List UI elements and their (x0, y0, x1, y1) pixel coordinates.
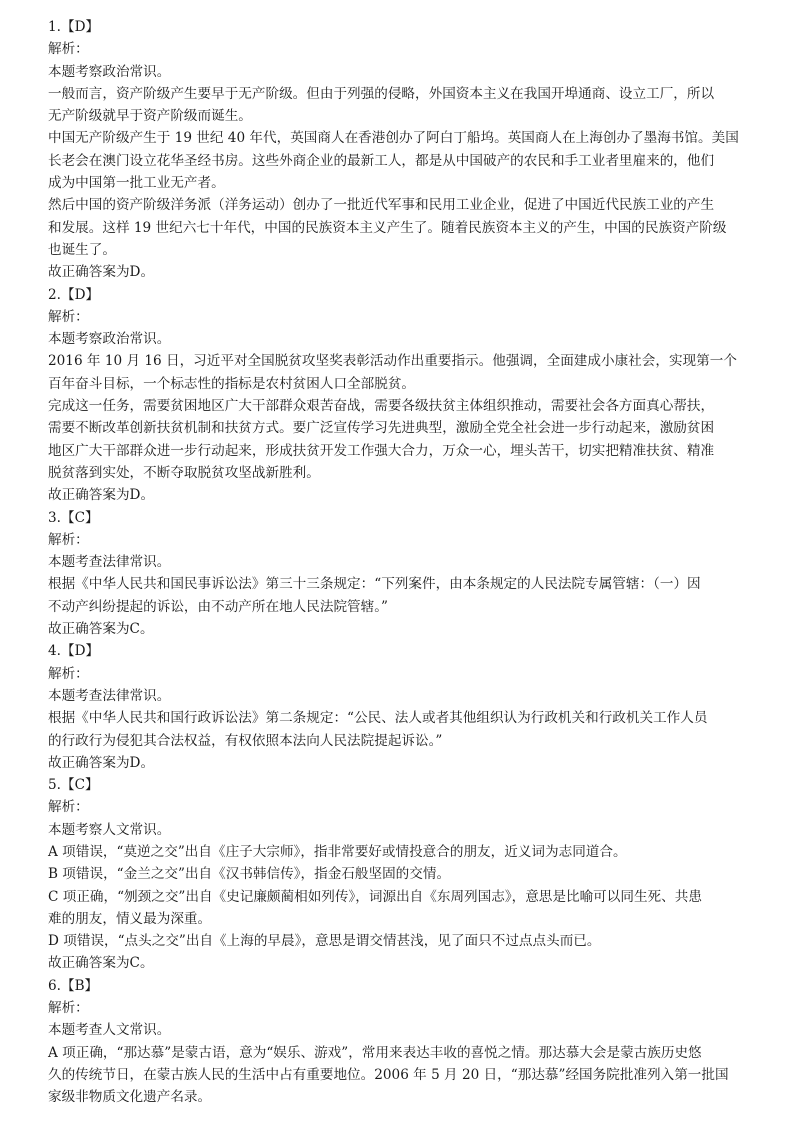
text-line: 难的朋友，情义最为深重。 (48, 910, 212, 927)
text-line: 久的传统节日，在蒙古族人民的生活中占有重要地位。2006 年 5 月 20 日，“那达慕”经国务院批准列入第一批国 (48, 1066, 729, 1083)
text-line: 中国无产阶级产生于 19 世纪 40 年代，英国商人在香港创办了阿白丁船坞。英国商人在上海创办了墨海书馆。美国 (48, 130, 739, 147)
question-answer-heading: 1.【D】 (48, 19, 100, 35)
question-block (48, 507, 752, 641)
explanation-paragraph (48, 841, 752, 863)
explanation-paragraph (48, 350, 752, 395)
analysis-label: 解析： (48, 308, 89, 325)
explanation-paragraph (48, 930, 752, 952)
text-line: 然后中国的资产阶级洋务派（洋务运动）创办了一批近代军事和民用工业企业，促进了中国近代民族工业的产生 (48, 197, 715, 214)
text-line: 根据《中华人民共和国行政诉讼法》第二条规定：“公民、法人或者其他组织认为行政机关和行政机关工作人员 (48, 710, 708, 727)
answer-conclusion: 故正确答案为D。 (48, 754, 155, 771)
explanation-paragraph (48, 127, 752, 194)
question-answer-heading: 5.【C】 (48, 777, 99, 794)
topic-line: 本题考查人文常识。 (48, 1022, 171, 1039)
explanation-paragraph (48, 886, 752, 931)
text-line: 家级非物质文化遗产名录。 (48, 1089, 212, 1106)
text-line: 脱贫落到实处，不断夺取脱贫攻坚战新胜利。 (48, 464, 320, 481)
text-line: D 项错误，“点头之交”出自《上海的早晨》，意思是谓交情甚浅，见了面只不过点点头而已。 (48, 933, 601, 950)
analysis-label: 解析： (48, 665, 89, 682)
explanation-paragraph (48, 863, 752, 885)
text-line: 完成这一任务，需要贫困地区广大干部群众艰苦奋战，需要各级扶贫主体组织推动，需要社会各方面真心帮扶， (48, 398, 715, 415)
analysis-label: 解析： (48, 799, 89, 816)
topic-line: 本题考察政治常识。 (48, 331, 171, 348)
explanation-paragraph (48, 707, 752, 752)
question-answer-heading: 6.【B】 (48, 977, 99, 994)
analysis-label: 解析： (48, 1000, 89, 1017)
text-line: A 项错误，“莫逆之交”出自《庄子大宗师》，指非常要好或情投意合的朋友，近义词为志同道合。 (48, 843, 627, 860)
text-line: 的行政行为侵犯其合法权益，有权依照本法向人民法院提起诉讼。” (48, 732, 443, 749)
text-line: 需要不断改革创新扶贫机制和扶贫方式。要广泛宣传学习先进典型，激励全党全社会进一步行动起来，激励贫困 (48, 420, 715, 437)
question-block (48, 640, 752, 774)
analysis-label: 解析： (48, 41, 89, 58)
text-line: 无产阶级就早于资产阶级而诞生。 (48, 108, 252, 125)
question-answer-heading: 2.【D】 (48, 286, 100, 303)
question-block (48, 975, 752, 1109)
answer-conclusion: 故正确答案为C。 (48, 621, 154, 638)
text-line: 地区广大干部群众进一步行动起来，形成扶贫开发工作强大合力，万众一心，埋头苦干，切实把精准扶贫、精准 (48, 442, 715, 459)
text-line: 成为中国第一批工业无产者。 (48, 175, 225, 192)
answer-conclusion: 故正确答案为C。 (48, 955, 154, 972)
analysis-label: 解析： (48, 531, 89, 548)
explanation-paragraph (48, 83, 752, 128)
text-line: 一般而言，资产阶级产生要早于无产阶级。但由于列强的侵略，外国资本主义在我国开埠通商、设立工厂，所以 (48, 85, 715, 102)
text-line: 长老会在澳门设立花华圣经书房。这些外商企业的最新工人，都是从中国破产的农民和手工业者里雇来的，他们 (48, 152, 715, 169)
explanation-paragraph (48, 395, 752, 484)
question-block (48, 284, 752, 507)
explanation-paragraph (48, 573, 752, 618)
explanation-paragraph (48, 1042, 752, 1109)
text-line: 也诞生了。 (48, 241, 116, 258)
text-line: 不动产纠纷提起的诉讼，由不动产所在地人民法院管辖。” (48, 598, 388, 615)
topic-line: 本题考察人文常识。 (48, 821, 171, 838)
text-line: B 项错误，“金兰之交”出自《汉书韩信传》，指金石般坚固的交情。 (48, 866, 451, 883)
text-line: 2016 年 10 月 16 日，习近平对全国脱贫攻坚奖表彰活动作出重要指示。他强调，全面建成小康社会，实现第一个 (48, 353, 737, 370)
question-block (48, 16, 752, 284)
text-line: 根据《中华人民共和国民事诉讼法》第三十三条规定：“下列案件，由本条规定的人民法院专属管辖：（一）因 (48, 576, 701, 593)
question-answer-heading: 3.【C】 (48, 509, 99, 526)
topic-line: 本题考查法律常识。 (48, 554, 171, 571)
text-line: 百年奋斗目标，一个标志性的指标是农村贫困人口全部脱贫。 (48, 375, 416, 392)
topic-line: 本题考查法律常识。 (48, 687, 171, 704)
text-line: 和发展。这样 19 世纪六七十年代，中国的民族资本主义产生了。随着民族资本主义的产生，中国的民族资产阶级 (48, 219, 727, 236)
answer-conclusion: 故正确答案为D。 (48, 264, 155, 281)
answer-conclusion: 故正确答案为D。 (48, 487, 155, 504)
question-block (48, 774, 752, 975)
topic-line: 本题考察政治常识。 (48, 63, 171, 80)
explanation-paragraph (48, 194, 752, 261)
text-line: C 项正确，“刎颈之交”出自《史记廉颇蔺相如列传》，词源出自《东周列国志》，意思是比喻可以同生死、共患 (48, 888, 702, 905)
question-answer-heading: 4.【D】 (48, 643, 100, 660)
text-line: A 项正确，“那达慕”是蒙古语，意为“娱乐、游戏”，常用来表达丰收的喜悦之情。那达慕大会是蒙古族历史悠 (48, 1044, 702, 1061)
